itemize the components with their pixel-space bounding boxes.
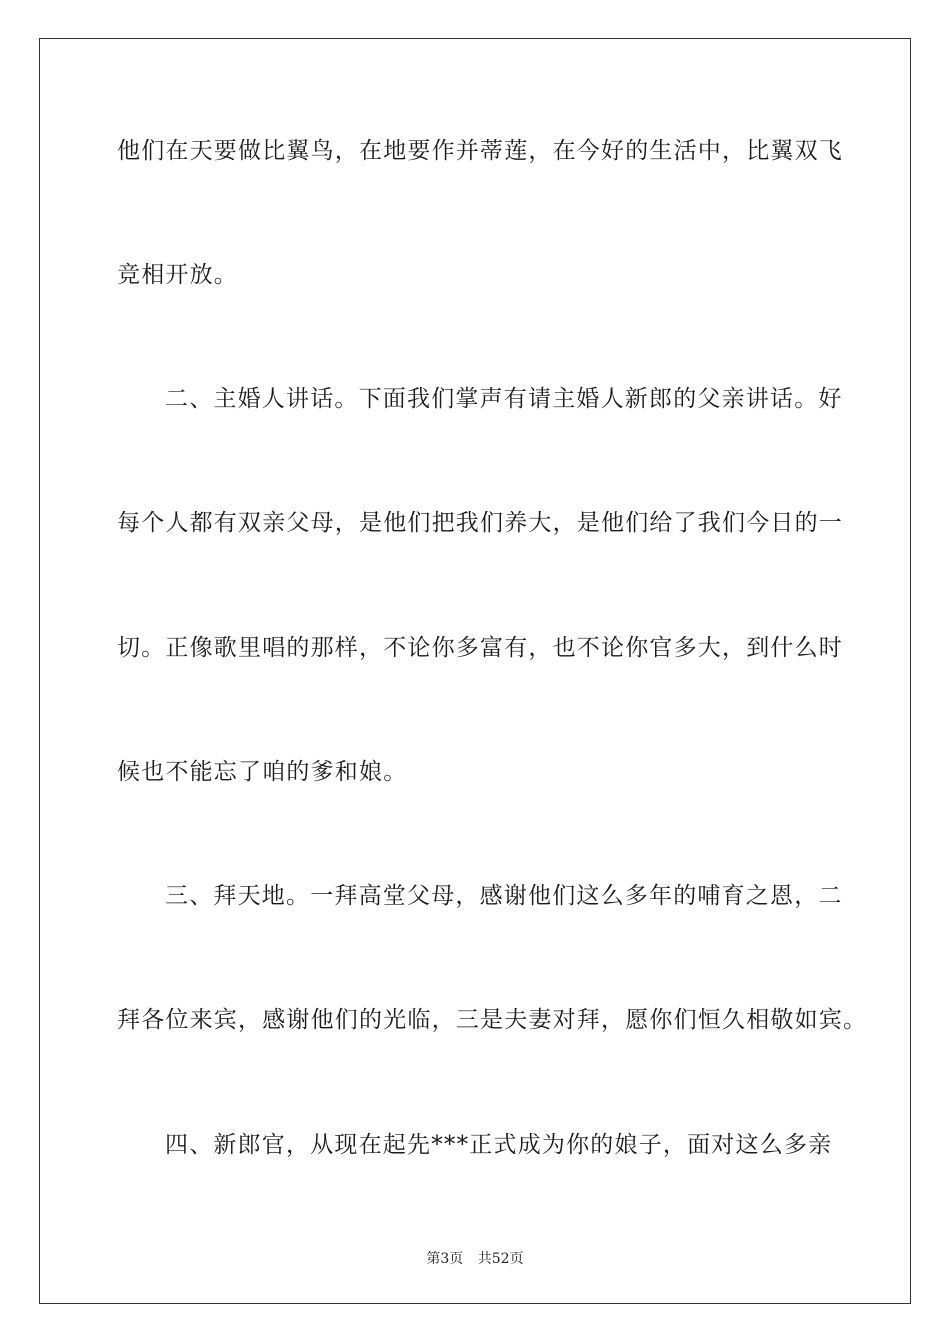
text-line-2: 竞相开放。 bbox=[117, 262, 238, 288]
text-line-4: 每个人都有双亲父母，是他们把我们养大，是他们给了我们今日的一 bbox=[117, 510, 843, 536]
text-line-7: 三、拜天地。一拜高堂父母，感谢他们这么多年的哺育之恩，二 bbox=[165, 883, 843, 909]
page-frame bbox=[39, 38, 911, 1304]
total-pages: 共52页 bbox=[477, 1251, 524, 1267]
text-line-8: 拜各位来宾，感谢他们的光临，三是夫妻对拜，愿你们恒久相敬如宾。 bbox=[117, 1007, 868, 1033]
page-footer bbox=[0, 1248, 950, 1268]
page-number: 第3页 bbox=[426, 1251, 464, 1267]
text-line-5: 切。正像歌里唱的那样，不论你多富有，也不论你官多大，到什么时 bbox=[117, 635, 843, 661]
text-line-9: 四、新郎官，从现在起先***正式成为你的娘子，面对这么多亲 bbox=[165, 1132, 833, 1158]
text-line-3: 二、主婚人讲话。下面我们掌声有请主婚人新郎的父亲讲话。好 bbox=[165, 386, 843, 412]
text-line-6: 候也不能忘了咱的爹和娘。 bbox=[117, 759, 408, 785]
text-line-1: 他们在天要做比翼鸟，在地要作并蒂莲，在今好的生活中，比翼双飞 bbox=[117, 138, 843, 164]
